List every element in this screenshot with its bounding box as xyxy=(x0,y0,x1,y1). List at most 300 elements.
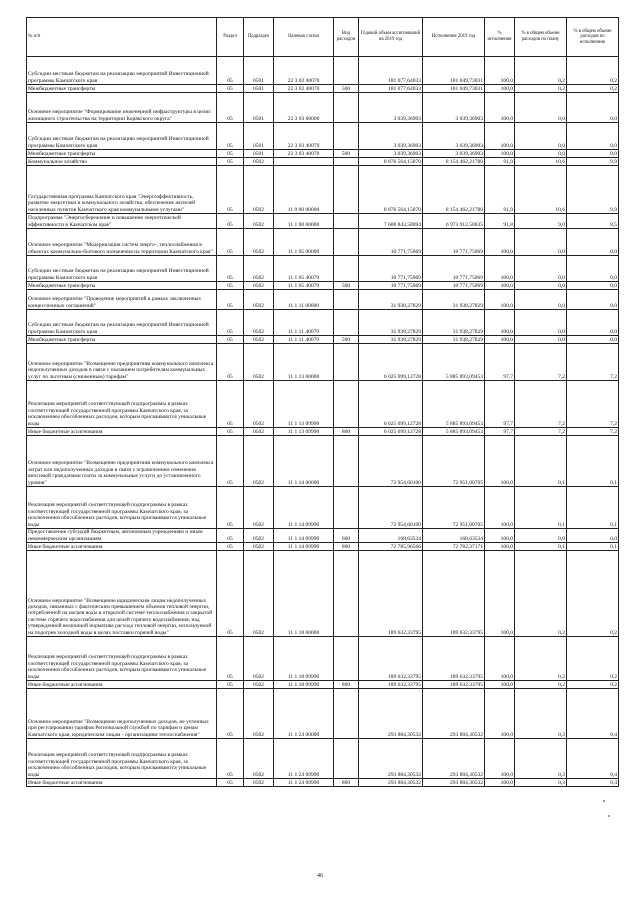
table-row xyxy=(27,487,619,529)
cell-podrazdel: 0502 xyxy=(244,487,274,529)
cell-share-plan: 0,0 xyxy=(515,282,567,290)
cell-name: Подпрограмма "Энергосбережение и повышение энергетической эффективности в Камчатском крае" xyxy=(27,214,217,229)
cell-execution: 10 771,75069 xyxy=(423,282,485,290)
cell-expense-type: 600 xyxy=(334,529,359,543)
cell-target-article: 11 1 05 40070 xyxy=(274,282,334,290)
cell-share-execution: 0,0 xyxy=(567,310,619,336)
cell-target-article xyxy=(274,158,334,166)
cell-name: Основное мероприятие "Формирование инженерной инфраструктуры в целях жилищного строительства на территории Корякского округа" xyxy=(27,93,217,123)
cell-target-article: 11 1 18 00000 xyxy=(274,551,334,637)
cell-share-execution: 0,2 xyxy=(567,85,619,93)
cell-execution-percent: 100,0 xyxy=(485,85,515,93)
cell-expense-type xyxy=(334,166,359,214)
table-row xyxy=(27,123,619,150)
cell-share-plan: 0,1 xyxy=(515,436,567,487)
cell-expense-type: 500 xyxy=(334,282,359,290)
cell-share-plan: 0,2 xyxy=(515,681,567,689)
cell-podrazdel: 0502 xyxy=(244,310,274,336)
cell-execution: 5 885 893,09453 xyxy=(423,381,485,428)
cell-podrazdel: 0501 xyxy=(244,150,274,158)
cell-execution: 189 632,33795 xyxy=(423,637,485,681)
table-row xyxy=(27,681,619,689)
cell-execution-percent: 100,0 xyxy=(485,229,515,256)
cell-execution: 181 049,73031 xyxy=(423,57,485,85)
cell-share-execution: 0,0 xyxy=(567,256,619,282)
cell-podrazdel: 0501 xyxy=(244,85,274,93)
document-page xyxy=(26,17,618,787)
cell-expense-type: 800 xyxy=(334,779,359,787)
cell-execution-percent: 100,0 xyxy=(485,689,515,739)
cell-podrazdel: 0501 xyxy=(244,123,274,150)
cell-execution-percent: 100,0 xyxy=(485,436,515,487)
cell-name: Основное мероприятие "Модернизация систем энерго-, теплоснабжения в объектах коммунально-бытового назначения на территории Камчатского края" xyxy=(27,229,217,256)
cell-execution-percent: 91,8 xyxy=(485,214,515,229)
cell-execution-percent: 100,0 xyxy=(485,57,515,85)
cell-execution: 293 884,30532 xyxy=(423,689,485,739)
cell-razdel: 05 xyxy=(217,436,244,487)
cell-share-execution: 0,2 xyxy=(567,681,619,689)
cell-expense-type xyxy=(334,344,359,381)
cell-target-article: 11 1 14 09990 xyxy=(274,487,334,529)
cell-target-article: 11 1 18 09990 xyxy=(274,681,334,689)
cell-share-execution: 0,0 xyxy=(567,529,619,543)
cell-target-article: 11 1 11 40070 xyxy=(274,310,334,336)
cell-execution-percent: 100,0 xyxy=(485,529,515,543)
cell-share-execution: 0,4 xyxy=(567,689,619,739)
cell-podrazdel: 0501 xyxy=(244,57,274,85)
cell-share-execution: 0,0 xyxy=(567,123,619,150)
cell-plan: 189 632,33795 xyxy=(359,637,423,681)
cell-share-execution: 0,0 xyxy=(567,150,619,158)
cell-plan: 6 025 099,12728 xyxy=(359,344,423,381)
cell-execution-percent: 100,0 xyxy=(485,123,515,150)
cell-share-execution: 7,2 xyxy=(567,428,619,436)
cell-podrazdel: 0502 xyxy=(244,214,274,229)
cell-target-article: 11 1 24 09990 xyxy=(274,739,334,779)
cell-share-execution: 0,0 xyxy=(567,282,619,290)
cell-razdel: 05 xyxy=(217,551,244,637)
cell-razdel: 05 xyxy=(217,229,244,256)
cell-plan: 31 938,27829 xyxy=(359,290,423,310)
cell-execution-percent: 100,0 xyxy=(485,681,515,689)
cell-execution-percent: 100,0 xyxy=(485,282,515,290)
cell-expense-type xyxy=(334,93,359,123)
cell-share-plan: 7,2 xyxy=(515,344,567,381)
cell-target-article: 11 1 05 40070 xyxy=(274,256,334,282)
cell-execution: 8 154 462,21780 xyxy=(423,166,485,214)
cell-name: Реализация мероприятий соответствующей подпрограммы в рамках соответствующей государственной программы Камчатского края, за исключением обособленных расходов, которым присваиваются уникальные коды xyxy=(27,637,217,681)
cell-share-plan: 0,2 xyxy=(515,57,567,85)
cell-execution: 168,63534 xyxy=(423,529,485,543)
cell-execution-percent: 91,9 xyxy=(485,158,515,166)
cell-plan: 31 938,27829 xyxy=(359,336,423,344)
cell-plan: 72 954,60100 xyxy=(359,487,423,529)
table-row xyxy=(27,93,619,123)
cell-razdel: 05 xyxy=(217,166,244,214)
cell-execution: 72 951,00705 xyxy=(423,487,485,529)
cell-name: Основное мероприятие "Возмещение предприятиям коммунального комплекса затрат или недополученных доходов в связи с ограничением изменения вносимой гражданами платы за коммунальные услуги до установленного уровня" xyxy=(27,436,217,487)
cell-name: Иные бюджетные ассигнования xyxy=(27,779,217,787)
cell-expense-type xyxy=(334,123,359,150)
cell-expense-type: 800 xyxy=(334,428,359,436)
cell-name: Межбюджетные трансферты xyxy=(27,282,217,290)
cell-expense-type: 800 xyxy=(334,543,359,551)
cell-podrazdel: 0502 xyxy=(244,436,274,487)
cell-target-article: 11 1 13 00000 xyxy=(274,344,334,381)
cell-name: Субсидии местным бюджетам на реализацию мероприятий Инвестиционной программы Камчатского края xyxy=(27,310,217,336)
cell-name: Государственная программа Камчатского края "Энергоэффективность, развитие энергетики и коммунального хозяйства, обеспечение жителей населенных пунктов Камчатского края коммунальными услугами" xyxy=(27,166,217,214)
cell-name: Реализация мероприятий соответствующей подпрограммы в рамках соответствующей государственной программы Камчатского края, за исключением обособленных расходов, которым присваиваются уникальные коды xyxy=(27,739,217,779)
cell-share-plan: 0,0 xyxy=(515,256,567,282)
table-row xyxy=(27,344,619,381)
cell-plan: 8 876 564,15870 xyxy=(359,166,423,214)
cell-target-article: 22 3 02 40070 xyxy=(274,85,334,93)
cell-target-article: 11 1 13 09990 xyxy=(274,381,334,428)
cell-name: Основное мероприятие "Возмещение юридическим лицам недополученных доходов, связанных с фактическим превышением объемов тепловой энергии, потребленной на нагрев воды в открытой системе теплоснабжения и закрытой системе горячего водоснабжения для целей горячего водоснабжения, над утвержденной величиной норматива расхода тепловой энергии, используемой на подогрев холодной воды в целях поставки горячей воды" xyxy=(27,551,217,637)
cell-share-plan: 0,1 xyxy=(515,487,567,529)
table-row xyxy=(27,166,619,214)
cell-execution: 72 951,00705 xyxy=(423,436,485,487)
cell-expense-type xyxy=(334,487,359,529)
cell-razdel: 05 xyxy=(217,487,244,529)
table-row xyxy=(27,739,619,779)
cell-share-plan: 0,0 xyxy=(515,529,567,543)
table-row xyxy=(27,436,619,487)
cell-execution-percent: 97,7 xyxy=(485,428,515,436)
cell-expense-type: 500 xyxy=(334,336,359,344)
cell-execution-percent: 97,7 xyxy=(485,344,515,381)
cell-expense-type xyxy=(334,739,359,779)
cell-execution: 293 884,30532 xyxy=(423,779,485,787)
cell-podrazdel: 0502 xyxy=(244,637,274,681)
cell-razdel: 05 xyxy=(217,681,244,689)
cell-plan: 10 771,75069 xyxy=(359,282,423,290)
cell-target-article: 22 3 03 40070 xyxy=(274,123,334,150)
cell-podrazdel: 0502 xyxy=(244,256,274,282)
cell-share-execution: 8,5 xyxy=(567,214,619,229)
cell-target-article: 11 1 24 09990 xyxy=(274,779,334,787)
cell-execution: 189 632,33795 xyxy=(423,681,485,689)
cell-execution-percent: 100,0 xyxy=(485,543,515,551)
cell-share-execution: 0,2 xyxy=(567,551,619,637)
cell-razdel: 05 xyxy=(217,739,244,779)
cell-execution-percent: 100,0 xyxy=(485,256,515,282)
table-body xyxy=(27,57,619,787)
cell-expense-type xyxy=(334,381,359,428)
cell-razdel: 05 xyxy=(217,637,244,681)
table-row xyxy=(27,85,619,93)
cell-execution: 3 039,36903 xyxy=(423,93,485,123)
cell-plan: 3 039,36903 xyxy=(359,123,423,150)
cell-target-article: 11 1 24 00000 xyxy=(274,689,334,739)
header-share-execution: % в общем объеме расходов по исполнению xyxy=(567,18,619,57)
table-row xyxy=(27,551,619,637)
cell-razdel: 05 xyxy=(217,290,244,310)
cell-podrazdel: 0502 xyxy=(244,158,274,166)
cell-execution-percent: 100,0 xyxy=(485,93,515,123)
cell-share-execution: 0,2 xyxy=(567,57,619,85)
cell-razdel: 05 xyxy=(217,336,244,344)
cell-expense-type xyxy=(334,256,359,282)
cell-name: Субсидии местным бюджетам на реализацию мероприятий Инвестиционной программы Камчатского края xyxy=(27,256,217,282)
cell-razdel: 05 xyxy=(217,689,244,739)
table-row xyxy=(27,290,619,310)
cell-podrazdel: 0501 xyxy=(244,93,274,123)
cell-podrazdel: 0502 xyxy=(244,551,274,637)
cell-execution: 293 884,30532 xyxy=(423,739,485,779)
cell-podrazdel: 0502 xyxy=(244,689,274,739)
cell-razdel: 05 xyxy=(217,529,244,543)
cell-share-plan: 0,2 xyxy=(515,85,567,93)
cell-plan: 10 771,75069 xyxy=(359,229,423,256)
cell-share-plan: 0,2 xyxy=(515,637,567,681)
cell-expense-type xyxy=(334,310,359,336)
cell-target-article: 11 0 00 00000 xyxy=(274,166,334,214)
cell-plan: 181 077,64033 xyxy=(359,57,423,85)
cell-expense-type xyxy=(334,290,359,310)
cell-name: Иные бюджетные ассигнования xyxy=(27,543,217,551)
cell-share-execution: 0,2 xyxy=(567,637,619,681)
cell-share-plan: 0,2 xyxy=(515,551,567,637)
table-row xyxy=(27,381,619,428)
cell-name: Субсидии местным бюджетам на реализацию мероприятий Инвестиционной программы Камчатского края xyxy=(27,123,217,150)
header-plan-2019: Годовой объем ассигнований на 2019 год xyxy=(359,18,423,57)
cell-plan: 8 876 564,15870 xyxy=(359,158,423,166)
cell-podrazdel: 0502 xyxy=(244,381,274,428)
cell-razdel: 05 xyxy=(217,93,244,123)
cell-share-execution: 7,2 xyxy=(567,344,619,381)
table-row xyxy=(27,229,619,256)
cell-razdel: 05 xyxy=(217,282,244,290)
cell-execution-percent: 97,7 xyxy=(485,381,515,428)
cell-razdel: 05 xyxy=(217,158,244,166)
cell-podrazdel: 0502 xyxy=(244,739,274,779)
cell-target-article: 11 1 11 00000 xyxy=(274,290,334,310)
cell-execution: 5 885 893,09453 xyxy=(423,344,485,381)
cell-podrazdel: 0502 xyxy=(244,681,274,689)
cell-execution: 10 771,75069 xyxy=(423,229,485,256)
cell-share-plan: 10,6 xyxy=(515,158,567,166)
cell-name: Иные бюджетные ассигнования xyxy=(27,681,217,689)
cell-podrazdel: 0502 xyxy=(244,229,274,256)
cell-execution: 6 973 912,50835 xyxy=(423,214,485,229)
cell-expense-type xyxy=(334,551,359,637)
cell-target-article: 11 1 18 09990 xyxy=(274,637,334,681)
cell-share-plan: 0,3 xyxy=(515,689,567,739)
cell-plan: 3 039,36903 xyxy=(359,93,423,123)
cell-execution-percent: 100,0 xyxy=(485,310,515,336)
cell-plan: 293 884,30532 xyxy=(359,739,423,779)
cell-share-plan: 7,2 xyxy=(515,428,567,436)
header-num: № п/п xyxy=(27,18,217,57)
cell-execution-percent: 100,0 xyxy=(485,739,515,779)
cell-expense-type: 800 xyxy=(334,681,359,689)
cell-expense-type xyxy=(334,689,359,739)
cell-podrazdel: 0502 xyxy=(244,779,274,787)
cell-execution-percent: 91,9 xyxy=(485,166,515,214)
header-target-article: Целевая статья xyxy=(274,18,334,57)
cell-execution: 31 938,27829 xyxy=(423,310,485,336)
cell-share-execution: 0,1 xyxy=(567,487,619,529)
scan-speck xyxy=(608,815,610,817)
cell-podrazdel: 0502 xyxy=(244,166,274,214)
table-row xyxy=(27,214,619,229)
cell-name: Межбюджетные трансферты xyxy=(27,336,217,344)
cell-target-article: 22 3 02 40070 xyxy=(274,57,334,85)
cell-razdel: 05 xyxy=(217,123,244,150)
cell-name: Основное мероприятие "Возмещение недополученных доходов, не учтенных при регулировании тарифов Региональной службой по тарифам и ценам Камчатского края, юридическим лицам - организациям теплоснабжения" xyxy=(27,689,217,739)
cell-execution-percent: 100,0 xyxy=(485,551,515,637)
cell-target-article: 11 1 11 40070 xyxy=(274,336,334,344)
cell-expense-type: 500 xyxy=(334,150,359,158)
cell-target-article: 11 1 00 00000 xyxy=(274,214,334,229)
page-number: 46 xyxy=(317,873,323,879)
cell-share-plan: 0,0 xyxy=(515,336,567,344)
cell-expense-type xyxy=(334,57,359,85)
header-execution-percent: % исполнения xyxy=(485,18,515,57)
cell-name: Предоставление субсидий бюджетным, автономным учреждениям и иным некоммерческим организациям xyxy=(27,529,217,543)
cell-share-execution: 0,4 xyxy=(567,779,619,787)
cell-target-article: 22 3 03 00000 xyxy=(274,93,334,123)
cell-execution: 181 049,73031 xyxy=(423,85,485,93)
cell-plan: 293 884,30532 xyxy=(359,779,423,787)
cell-name: Межбюджетные трансферты xyxy=(27,85,217,93)
cell-podrazdel: 0502 xyxy=(244,290,274,310)
cell-expense-type xyxy=(334,637,359,681)
cell-share-plan: 7,2 xyxy=(515,381,567,428)
cell-expense-type xyxy=(334,214,359,229)
cell-share-execution: 0,0 xyxy=(567,93,619,123)
cell-podrazdel: 0502 xyxy=(244,529,274,543)
cell-share-plan: 0,3 xyxy=(515,739,567,779)
header-expense-type: Вид расходов xyxy=(334,18,359,57)
cell-razdel: 05 xyxy=(217,57,244,85)
cell-plan: 189 632,33795 xyxy=(359,681,423,689)
cell-execution-percent: 100,0 xyxy=(485,637,515,681)
table-row xyxy=(27,310,619,336)
cell-name: Реализация мероприятий соответствующей подпрограммы в рамках соответствующей государственной программы Камчатского края, за исключением обособленных расходов, которым присваиваются уникальные коды xyxy=(27,487,217,529)
cell-target-article: 11 1 05 00000 xyxy=(274,229,334,256)
cell-podrazdel: 0502 xyxy=(244,282,274,290)
cell-plan: 10 771,75069 xyxy=(359,256,423,282)
cell-share-execution: 9,9 xyxy=(567,166,619,214)
cell-target-article: 22 3 03 40070 xyxy=(274,150,334,158)
cell-share-execution: 9,9 xyxy=(567,158,619,166)
cell-execution-percent: 100,0 xyxy=(485,487,515,529)
cell-share-plan: 0,0 xyxy=(515,229,567,256)
cell-expense-type xyxy=(334,436,359,487)
cell-share-execution: 0,1 xyxy=(567,543,619,551)
cell-name: Основное мероприятие "Проведение мероприятий в рамках заключенных концессионных соглашений" xyxy=(27,290,217,310)
cell-execution: 3 039,36903 xyxy=(423,150,485,158)
cell-execution: 31 938,27829 xyxy=(423,290,485,310)
table-row xyxy=(27,158,619,166)
table-row xyxy=(27,282,619,290)
cell-plan: 181 077,64033 xyxy=(359,85,423,93)
table-header-row xyxy=(27,18,619,57)
cell-razdel: 05 xyxy=(217,344,244,381)
cell-execution: 3 039,36903 xyxy=(423,123,485,150)
cell-share-plan: 0,0 xyxy=(515,123,567,150)
cell-execution: 8 154 462,21780 xyxy=(423,158,485,166)
cell-name: Межбюджетные трансферты xyxy=(27,150,217,158)
cell-execution: 189 632,33795 xyxy=(423,551,485,637)
header-execution-2019: Исполнение 2019 год xyxy=(423,18,485,57)
cell-share-execution: 0,4 xyxy=(567,739,619,779)
cell-razdel: 05 xyxy=(217,543,244,551)
table-row xyxy=(27,529,619,543)
table-row xyxy=(27,150,619,158)
header-razdel: Раздел xyxy=(217,18,244,57)
cell-target-article: 11 1 14 00000 xyxy=(274,436,334,487)
cell-plan: 72 785,96566 xyxy=(359,543,423,551)
cell-share-plan: 0,0 xyxy=(515,310,567,336)
cell-share-plan: 10,6 xyxy=(515,166,567,214)
budget-table xyxy=(26,17,619,787)
cell-plan: 189 632,33795 xyxy=(359,551,423,637)
cell-share-plan: 0,0 xyxy=(515,150,567,158)
cell-target-article: 11 1 14 09990 xyxy=(274,529,334,543)
table-row xyxy=(27,256,619,282)
cell-razdel: 05 xyxy=(217,256,244,282)
cell-razdel: 05 xyxy=(217,381,244,428)
cell-plan: 3 039,36903 xyxy=(359,150,423,158)
cell-podrazdel: 0502 xyxy=(244,543,274,551)
table-row xyxy=(27,779,619,787)
cell-plan: 7 600 843,58094 xyxy=(359,214,423,229)
cell-execution: 31 938,27829 xyxy=(423,336,485,344)
cell-name: Основное мероприятие "Возмещение предприятиям коммунального комплекса недополученных доходов в связи с оказанием потребителям коммунальных услуг по льготным (сниженным) тарифам" xyxy=(27,344,217,381)
table-row xyxy=(27,428,619,436)
cell-podrazdel: 0502 xyxy=(244,344,274,381)
table-row xyxy=(27,336,619,344)
cell-execution-percent: 100,0 xyxy=(485,336,515,344)
cell-name: Реализация мероприятий соответствующей подпрограммы в рамках соответствующей государственной программы Камчатского края, за исключением обособленных расходов, которым присваиваются уникальные коды xyxy=(27,381,217,428)
cell-plan: 6 025 099,12728 xyxy=(359,428,423,436)
cell-target-article: 11 1 13 09990 xyxy=(274,428,334,436)
table-row xyxy=(27,637,619,681)
cell-execution: 72 782,37171 xyxy=(423,543,485,551)
cell-execution-percent: 100,0 xyxy=(485,150,515,158)
cell-execution: 5 885 893,09453 xyxy=(423,428,485,436)
cell-execution-percent: 100,0 xyxy=(485,779,515,787)
cell-share-execution: 7,2 xyxy=(567,381,619,428)
cell-razdel: 05 xyxy=(217,310,244,336)
cell-podrazdel: 0502 xyxy=(244,336,274,344)
cell-razdel: 05 xyxy=(217,214,244,229)
cell-share-plan: 0,0 xyxy=(515,290,567,310)
cell-plan: 31 938,27829 xyxy=(359,310,423,336)
table-row xyxy=(27,689,619,739)
cell-share-plan: 0,0 xyxy=(515,93,567,123)
cell-execution: 10 771,75069 xyxy=(423,256,485,282)
cell-plan: 6 025 099,12728 xyxy=(359,381,423,428)
cell-plan: 168,63534 xyxy=(359,529,423,543)
cell-plan: 72 954,60100 xyxy=(359,436,423,487)
cell-name: Иные бюджетные ассигнования xyxy=(27,428,217,436)
cell-razdel: 05 xyxy=(217,779,244,787)
cell-share-plan: 9,0 xyxy=(515,214,567,229)
header-share-plan: % в общем объеме расходов по плану xyxy=(515,18,567,57)
header-podrazdel: Подраздел xyxy=(244,18,274,57)
cell-podrazdel: 0502 xyxy=(244,428,274,436)
cell-share-execution: 0,1 xyxy=(567,436,619,487)
scan-speck xyxy=(603,800,605,802)
table-row xyxy=(27,543,619,551)
cell-razdel: 05 xyxy=(217,150,244,158)
cell-target-article: 11 1 14 09990 xyxy=(274,543,334,551)
cell-expense-type xyxy=(334,158,359,166)
